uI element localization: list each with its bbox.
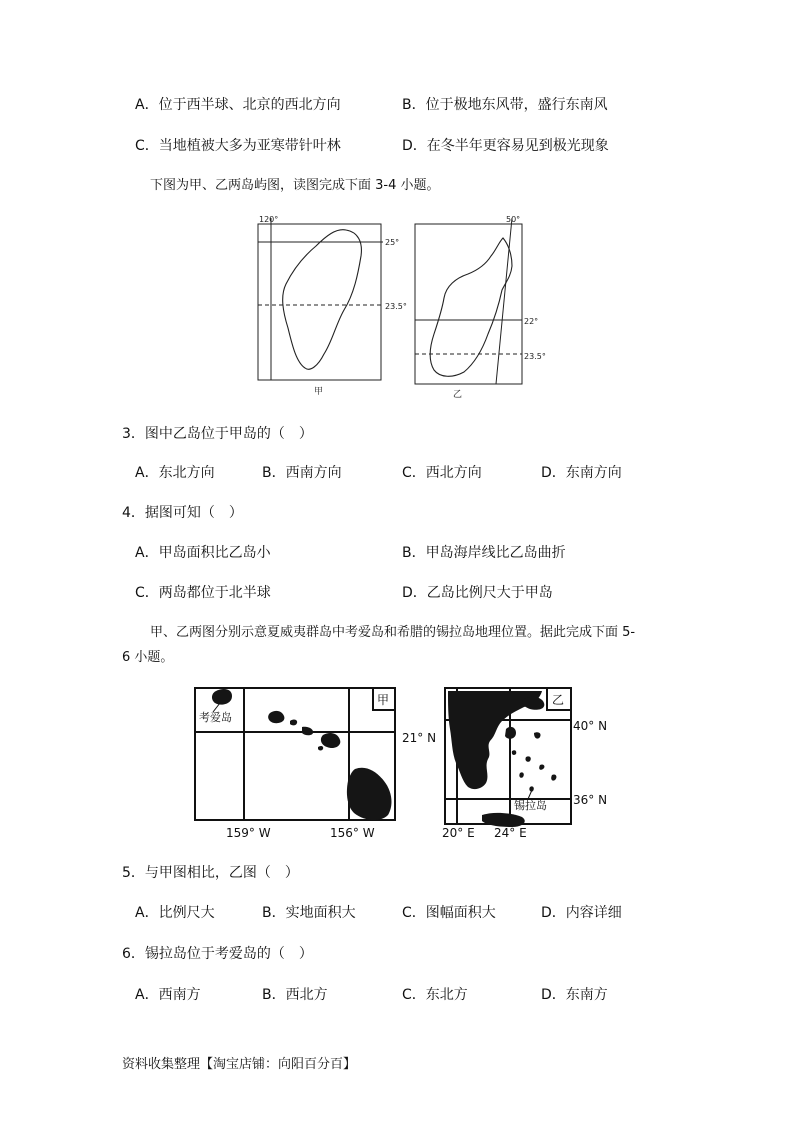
q6-option-d: D．东南方 <box>541 987 608 1003</box>
map2-jia-panel <box>195 688 436 840</box>
map-jia-frame <box>258 224 381 380</box>
q3-stem: 3．图中乙岛位于甲岛的（ ） <box>122 426 313 442</box>
q5-option-b: B．实地面积大 <box>262 905 356 921</box>
q4-option-d: D．乙岛比例尺大于甲岛 <box>402 585 553 601</box>
q4-option-a: A．甲岛面积比乙岛小 <box>135 545 271 561</box>
aegean-island-east-1 <box>534 732 541 738</box>
q6-stem: 6．锡拉岛位于考爱岛的（ ） <box>122 946 313 962</box>
q5-option-c: C．图幅面积大 <box>402 905 496 921</box>
map2-jia-lon1-label: 159° W <box>226 826 271 840</box>
map2-jia-tag: 甲 <box>377 693 390 707</box>
map-jia-lat-tropic-label: 23.5° <box>385 302 407 311</box>
q2-option-d: D．在冬半年更容易见到极光现象 <box>402 138 609 154</box>
santorini-label: 锡拉岛 <box>514 799 547 812</box>
hawaii-greece-map-figure <box>190 683 620 843</box>
intro-5-6-line1: 甲、乙两图分别示意夏威夷群岛中考爱岛和希腊的锡拉岛地理位置。据此完成下面 5- <box>150 625 636 640</box>
q4-option-b: B．甲岛海岸线比乙岛曲折 <box>402 545 566 561</box>
map2-jia-lon2-label: 156° W <box>330 826 375 840</box>
map-jia-lon-label: 120° <box>259 215 279 224</box>
map-jia-caption: 甲 <box>314 387 324 397</box>
q3-option-d: D．东南方向 <box>541 465 622 481</box>
cyclades-island-4 <box>519 772 523 777</box>
page-footer: 资料收集整理【淘宝店铺：向阳百分百】 <box>122 1057 357 1072</box>
yi-island-outline <box>430 238 512 376</box>
q6-option-b: B．西北方 <box>262 987 328 1003</box>
dodecanese-island <box>551 774 556 780</box>
map-yi-lon-label: 50° <box>506 215 521 224</box>
intro-5-6-line2: 6 小题。 <box>122 650 174 665</box>
map-jia-panel <box>258 215 407 397</box>
map-yi-lat-mid-label: 22° <box>524 317 539 326</box>
cyclades-island-3 <box>539 764 544 769</box>
jia-island-outline <box>283 230 362 370</box>
cyclades-island-2 <box>525 756 530 761</box>
maui-island <box>321 733 340 748</box>
big-island-hawaii <box>347 768 392 820</box>
q3-option-a: A．东北方向 <box>135 465 215 481</box>
map2-jia-lat-label: 21° N <box>402 731 437 745</box>
map2-yi-lon2-label: 24° E <box>494 826 527 840</box>
island-map-figure <box>250 212 550 404</box>
map-yi-lat-tropic-label: 23.5° <box>524 352 546 361</box>
q6-option-a: A．西南方 <box>135 987 201 1003</box>
q2-option-b: B．位于极地东风带，盛行东南风 <box>402 97 608 113</box>
map-yi-meridian-line <box>496 218 512 384</box>
q3-option-b: B．西南方向 <box>262 465 342 481</box>
map2-yi-lat2-label: 36° N <box>573 793 608 807</box>
map2-yi-lat1-label: 40° N <box>573 719 608 733</box>
euboea-island <box>505 727 516 739</box>
molokai-island <box>302 727 313 735</box>
q3-option-c: C．西北方向 <box>402 465 482 481</box>
map-yi-panel <box>415 215 546 400</box>
q6-option-c: C．东北方 <box>402 987 468 1003</box>
kauai-label: 考爱岛 <box>199 711 232 724</box>
map2-yi-lon1-label: 20° E <box>442 826 475 840</box>
q2-option-c: C．当地植被大多为亚寒带针叶林 <box>135 138 341 154</box>
hawaii-small-island-2 <box>318 746 323 751</box>
q2-option-a: A．位于西半球、北京的西北方向 <box>135 97 341 113</box>
map-jia-lat-top-label: 25° <box>385 238 400 247</box>
map2-yi-tag: 乙 <box>552 693 565 707</box>
map-yi-caption: 乙 <box>453 390 463 400</box>
map2-yi-panel <box>442 688 607 840</box>
hawaii-small-island-1 <box>290 720 297 726</box>
q5-option-a: A．比例尺大 <box>135 905 215 921</box>
cyclades-island-1 <box>512 750 516 755</box>
intro-3-4: 下图为甲、乙两岛屿图，读图完成下面 3-4 小题。 <box>150 178 440 193</box>
oahu-island <box>268 711 284 723</box>
q5-option-d: D．内容详细 <box>541 905 622 921</box>
kauai-island <box>212 689 232 705</box>
q5-stem: 5．与甲图相比，乙图（ ） <box>122 865 299 881</box>
aegean-island-north <box>522 697 544 710</box>
santorini-pointer-line <box>528 790 532 799</box>
q4-stem: 4．据图可知（ ） <box>122 505 243 521</box>
q4-option-c: C．两岛都位于北半球 <box>135 585 271 601</box>
